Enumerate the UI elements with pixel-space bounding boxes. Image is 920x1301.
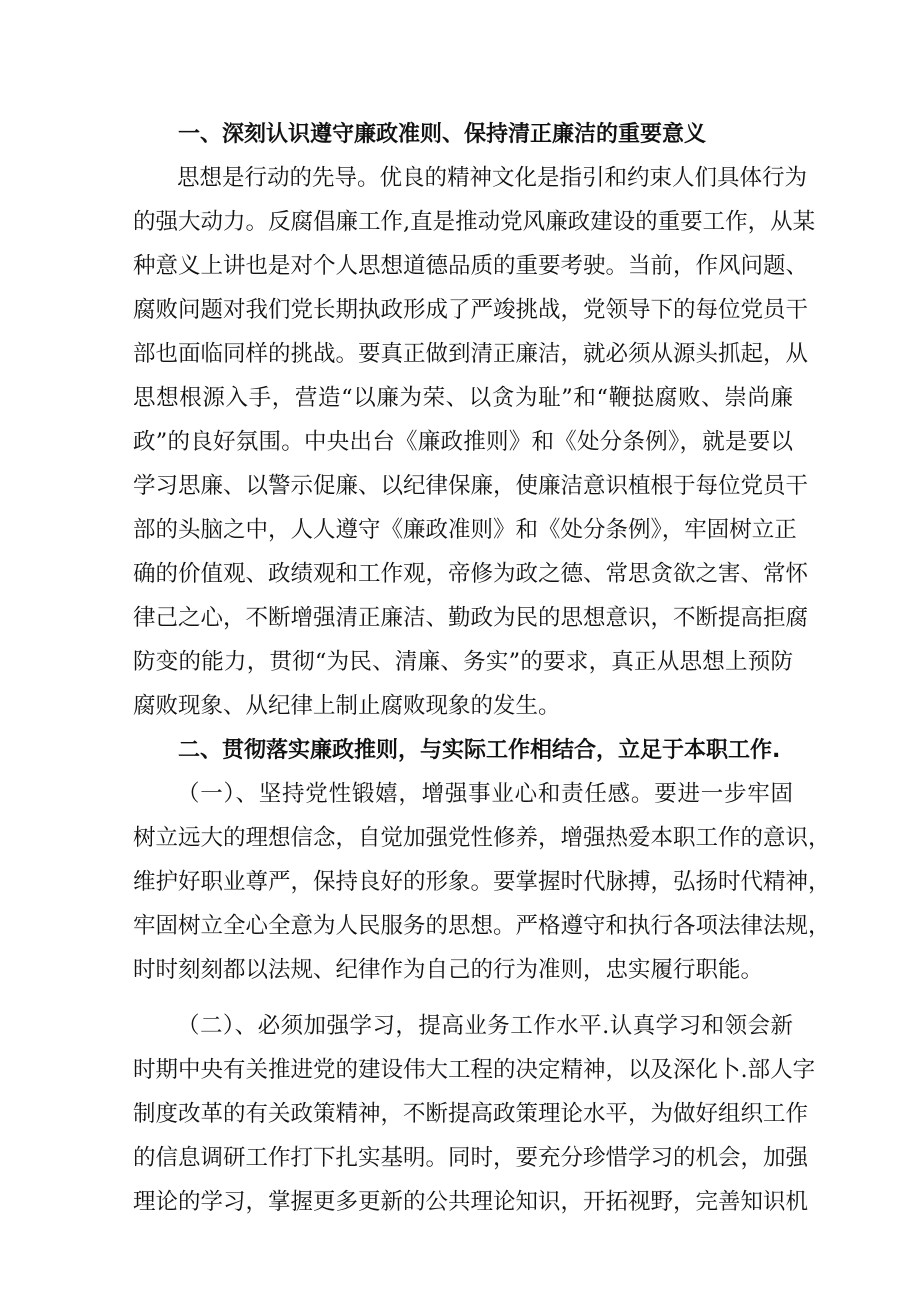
paragraph-line: 部的头脑之中，人人遵守《廉政准则》和《处分条例》，牢固树立正 <box>133 517 797 543</box>
paragraph-line: 制度改革的有关政策精神，不断提高政策理论水平，为做好组织工作 <box>133 1101 809 1127</box>
paragraph-line: 腐败现象、从纪律上制止腐败现象的发生。 <box>133 693 561 719</box>
paragraph-line: 维护好职业尊严，保持良好的形象。要掌握时代脉搏，弘扬时代精神， <box>133 869 831 895</box>
section-heading-2: 二、贯彻落实廉政推则，与实际工作相结合，立足于本职工作. <box>178 738 781 763</box>
paragraph-line: 政”的良好氛围。中央出台《廉政推则》和《处分条例》，就是要以 <box>133 429 793 455</box>
paragraph-line: 思想根源入手，营造“以廉为荣、以贪为耻”和“鞭挞腐败、崇尚廉 <box>133 385 793 411</box>
paragraph-line: 的信息调研工作打下扎实基明。同时，要充分珍惜学习的机会，加强 <box>133 1145 809 1171</box>
section-heading-1: 一、深刻认识遵守廉政准则、保持清正廉洁的重要意义 <box>178 122 707 147</box>
paragraph-line: （一）、坚持党性锻嬉，增强事业心和责任感。要进一步牢固 <box>177 781 793 807</box>
paragraph-line: 牢固树立全心全意为人民服务的思想。严格遵守和执行各项法律法规， <box>133 913 831 939</box>
paragraph-line: 的强大动力。反腐倡廉工作,直是推动党风廉政建设的重要工作，从某 <box>133 209 816 235</box>
paragraph-line: 腐败问题对我们党长期执政形成了严竣挑战，党领导下的每位党员干 <box>133 297 809 323</box>
paragraph-line: （二）、必须加强学习，提高业务工作水平.认真学习和领会新 <box>177 1013 793 1039</box>
paragraph-line: 学习思廉、以警示促廉、以纪律保廉，使廉洁意识植根于每位党员干 <box>133 473 809 499</box>
paragraph-line: 律己之心，不断增强清正廉洁、勤政为民的思想意识，不断提高拒腐 <box>133 605 809 631</box>
paragraph-line: 防变的能力，贯彻“为民、清廉、务实”的要求，真正从思想上预防 <box>133 649 793 675</box>
paragraph-line: 时时刻刻都以法规、纪律作为自己的行为准则，忠实履行职能。 <box>133 957 764 983</box>
paragraph-line: 树立远大的理想信念，自觉加强党性修养，增强热爱本职工作的意识， <box>133 825 831 851</box>
paragraph-line: 理论的学习，掌握更多更新的公共理论知识，开拓视野，完善知识机 <box>133 1189 809 1215</box>
paragraph-line: 时期中央有关推进党的建设伟大工程的决定精神，以及深化卜.部人字 <box>133 1057 816 1083</box>
paragraph-line: 确的价值观、政绩观和工作观，帝修为政之德、常思贪欲之害、常怀 <box>133 561 809 587</box>
paragraph-line: 部也面临同样的挑战。要真正做到清正廉洁，就必须从源头抓起，从 <box>133 341 809 367</box>
paragraph-line: 思想是行动的先导。优良的精神文化是指引和约束人们具体行为 <box>177 165 808 191</box>
paragraph-line: 种意义上讲也是对个人思想道德品质的重要考驶。当前，作风问题、 <box>133 253 809 279</box>
